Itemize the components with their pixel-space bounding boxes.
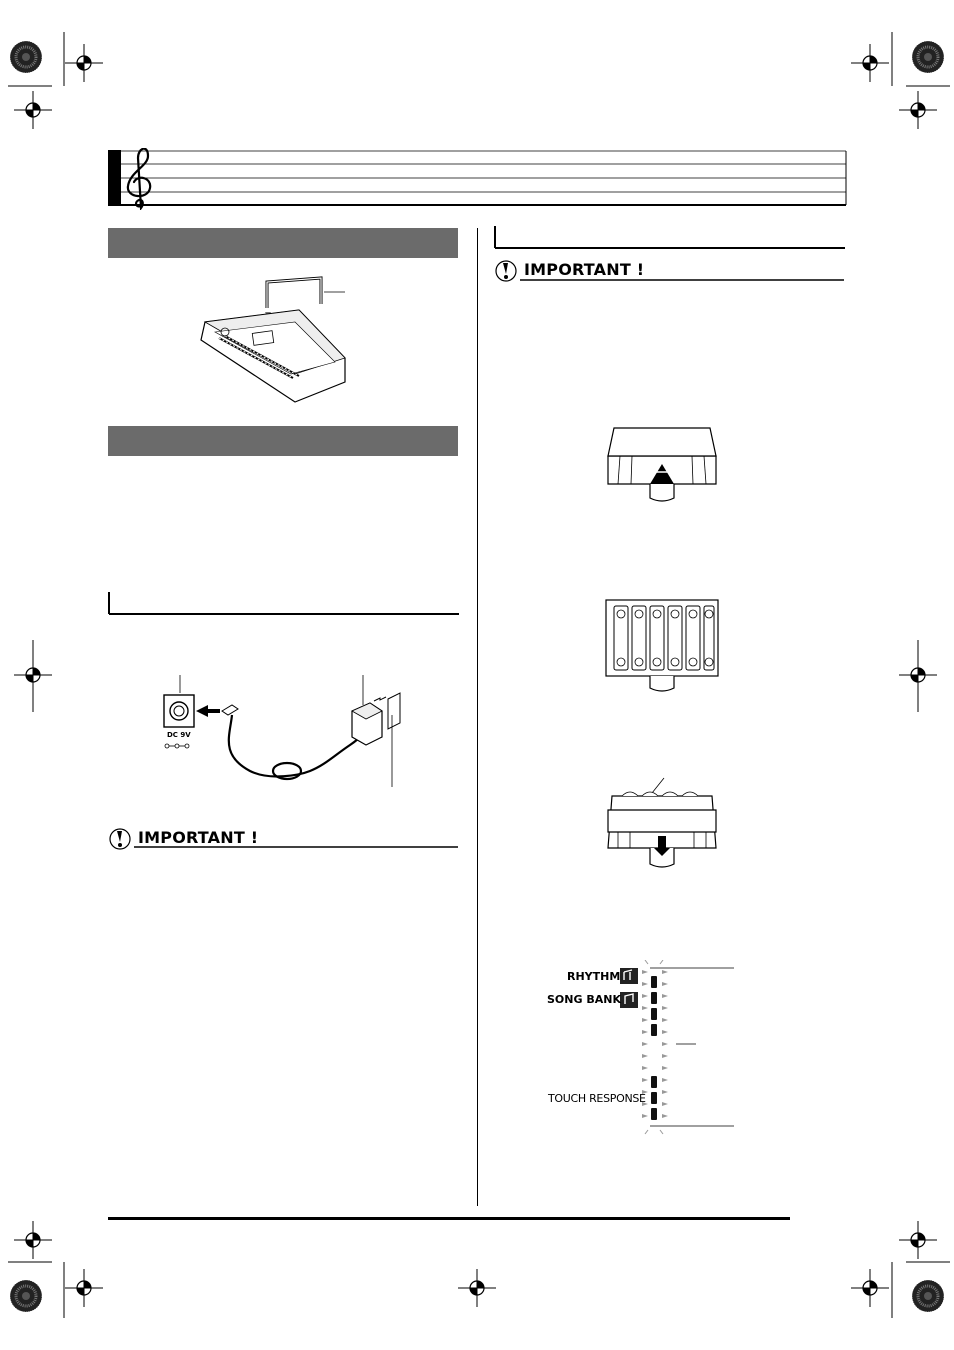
important-block-left: [108, 828, 460, 852]
song-bank-label: SONG BANK: [547, 993, 621, 1006]
important-icon: [496, 261, 516, 281]
header-staff: [108, 148, 848, 210]
registration-mark-icon: [65, 44, 103, 82]
battery-cover-open-illustration: [604, 424, 720, 504]
display-indicators-illustration: [540, 960, 740, 1140]
important-label: IMPORTANT !: [138, 828, 259, 847]
column-divider: [477, 228, 478, 1206]
subsection-rule-batteries: [494, 226, 846, 250]
important-label: IMPORTANT !: [524, 260, 645, 279]
battery-compartment-illustration: [604, 598, 720, 694]
treble-clef-icon: [128, 149, 150, 208]
section-bar-music-stand: [108, 228, 458, 258]
rhythm-label: RHYTHM: [567, 970, 621, 983]
subsection-rule-ac-adaptor: [108, 592, 460, 616]
song-bank-icon: [620, 992, 638, 1008]
battery-cover-close-illustration: [604, 776, 720, 872]
rhythm-icon: [620, 968, 638, 984]
important-block-right: [494, 260, 846, 284]
important-icon: [110, 829, 130, 849]
touch-response-label: TOUCH RESPONSE: [548, 1092, 646, 1105]
footer-rule: [108, 1217, 790, 1220]
ac-adaptor-illustration: [160, 675, 420, 795]
keyboard-with-stand-illustration: [195, 270, 365, 410]
dc-9v-label: DC 9V: [167, 731, 191, 739]
section-bar-power-supply: [108, 426, 458, 456]
